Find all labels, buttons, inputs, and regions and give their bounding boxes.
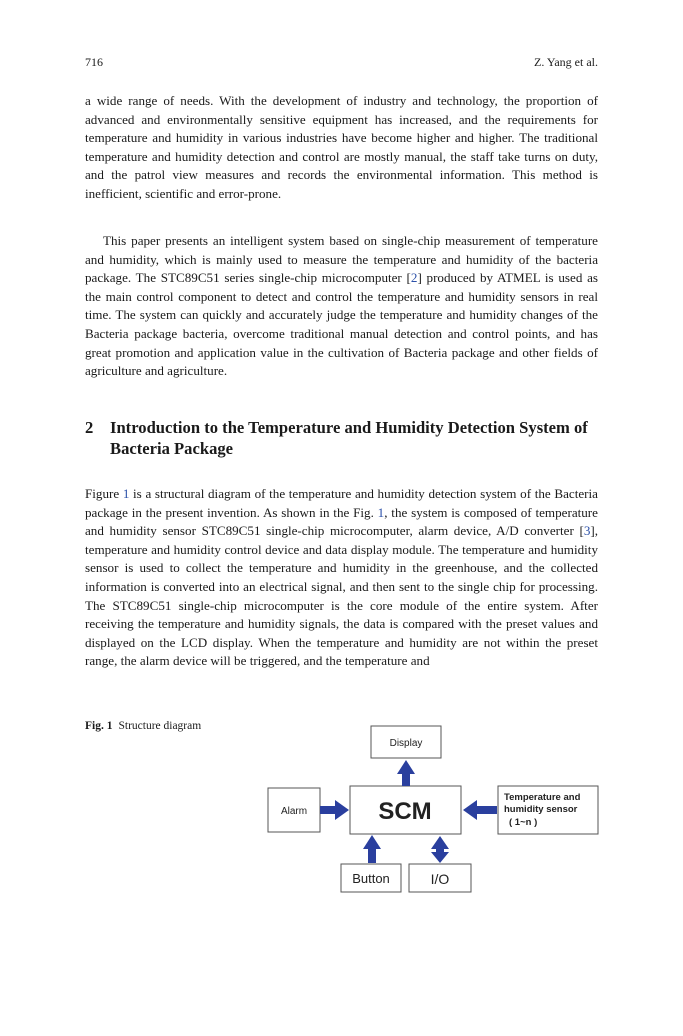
paragraph-text: This paper presents an intelligent system based on single-chip measurement of temperature and humidity, which is mainly used to measure the temperature and humidity of the bacteria package. The STC89C51 series single-chip microcomputer [ bbox=[85, 233, 598, 286]
paragraph-text: ], temperature and humidity control device and data display module. The temperature and humidity sensor is used to collect the temperature and humidity in the greenhouse, and the collected information is converted into an electrical signal, and then sent to the single chip for processing. The STC89C51 single-chip microcomputer is the core module of the entire system. After receiving the temperature and humidity signals, the data is compared with the preset values and displayed on the LCD display. When the temperature and humidity are not within the preset range, the alarm device will be triggered, and the temperature and bbox=[85, 523, 598, 669]
structure-diagram bbox=[255, 718, 615, 903]
citation-link[interactable]: 2 bbox=[410, 270, 418, 286]
paragraph-structure-description bbox=[85, 485, 598, 671]
display-label: Display bbox=[389, 738, 423, 749]
section-number: 2 bbox=[85, 418, 94, 437]
paragraph-intro-continued: a wide range of needs. With the development of industry and technology, the proportion of advanced and environmentally sensitive equipment has increased, and the requirements for temperature and humidity in various industries have become higher and higher. The traditional temperature and humidity detection and control are mostly manual, the staff take turns on duty, and the patrol view measures and records the environmental information. This method is inefficient, scientific and error-prone. bbox=[85, 93, 598, 201]
paragraph-text: , the system is composed of temperature and humidity sensor STC89C51 single-chip microcomputer, alarm device, A/D converter [ bbox=[85, 504, 598, 539]
arrow-up-icon bbox=[397, 760, 415, 786]
bidirectional-arrow-icon bbox=[431, 836, 449, 863]
sensor-label: ( 1~n ) bbox=[509, 817, 538, 828]
sensor-label: humidity sensor bbox=[504, 804, 578, 815]
page-number: 716 bbox=[85, 55, 103, 69]
paragraph-text: Figure bbox=[85, 486, 123, 501]
button-label: Button bbox=[352, 871, 390, 886]
arrow-up-icon bbox=[363, 835, 381, 863]
figure-link[interactable]: 1 bbox=[122, 486, 130, 501]
figure-caption-text: Structure diagram bbox=[118, 720, 202, 732]
paragraph-text: is a structural diagram of the temperature and humidity detection system of the Bacteria package in the present invention. As shown in the Fig. bbox=[85, 486, 598, 520]
citation-link[interactable]: 3 bbox=[583, 523, 591, 539]
arrow-left-icon bbox=[463, 800, 497, 820]
author-header: Z. Yang et al. bbox=[534, 55, 598, 69]
running-header bbox=[85, 55, 598, 71]
alarm-label: Alarm bbox=[280, 806, 308, 817]
io-label: I/O bbox=[430, 871, 450, 887]
figure-caption bbox=[85, 720, 201, 732]
figure-label: Fig. 1 bbox=[85, 720, 113, 732]
sensor-label: Temperature and bbox=[504, 792, 581, 803]
scm-label: SCM bbox=[378, 798, 432, 825]
paragraph-text: ] produced by ATMEL is used as the main control component to detect and control the temperature and humidity sensors in real time. The system can quickly and accurately judge the temperature and humidity changes of the Bacteria package bacteria, overcome traditional manual detection and control points, and has great promotion and application value in the cultivation of Bacteria package and other fields of agriculture and agriculture. bbox=[85, 270, 599, 379]
arrow-right-icon bbox=[320, 800, 349, 820]
section-title: Introduction to the Temperature and Humidity Detection System of Bacteria Package bbox=[110, 418, 588, 458]
paragraph-system-overview bbox=[85, 232, 598, 381]
figure-link[interactable]: 1 bbox=[377, 504, 385, 520]
